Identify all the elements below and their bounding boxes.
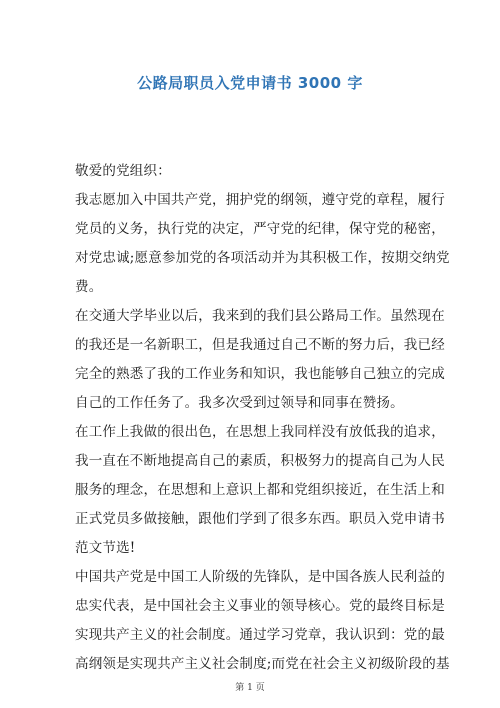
body-line: 实现共产主义的社会制度。通过学习党章，我认识到：党的最 (75, 627, 445, 643)
body-line: 忠实代表，是中国社会主义事业的领导核心。党的最终目标是 (75, 598, 445, 614)
body-line: 在交通大学毕业以后，我来到的我们县公路局工作。虽然现在 (75, 308, 445, 324)
body-line: 正式党员多做接触，跟他们学到了很多东西。职员入党申请书 (75, 511, 445, 527)
body-line: 自己的工作任务了。我多次受到过领导和同事在赞扬。 (75, 395, 404, 411)
body-line: 我一直在不断地提高自己的素质，积极努力的提高自己为人民 (75, 453, 445, 469)
document-body (75, 157, 450, 679)
body-line: 高纲领是实现共产主义社会制度;而党在社会主义初级阶段的基 (75, 656, 450, 672)
body-line: 在工作上我做的很出色，在思想上我同样没有放低我的追求， (75, 424, 445, 440)
document-title: 公路局职员入党申请书 3000 字 (137, 74, 363, 92)
body-line: 服务的理念，在思想和上意识上都和党组织接近，在生活上和 (75, 482, 445, 498)
body-line: 的我还是一名新职工，但是我通过自己不断的努力后，我已经 (75, 337, 445, 353)
page-number: 第 1 页 (235, 683, 265, 693)
body-line: 范文节选! (75, 540, 136, 556)
salutation: 敬爱的党组织： (75, 163, 171, 179)
body-line: 对党忠诚;愿意参加党的各项活动并为其积极工作，按期交纳党 (75, 250, 450, 266)
body-line: 完全的熟悉了我的工作业务和知识，我也能够自己独立的完成 (75, 366, 445, 382)
body-line: 党员的义务，执行党的决定，严守党的纪律，保守党的秘密， (75, 221, 445, 237)
body-line: 中国共产党是中国工人阶级的先锋队，是中国各族人民利益的 (75, 569, 445, 585)
body-line: 费。 (75, 279, 103, 295)
body-line: 我志愿加入中国共产党，拥护党的纲领，遵守党的章程，履行 (75, 192, 445, 208)
